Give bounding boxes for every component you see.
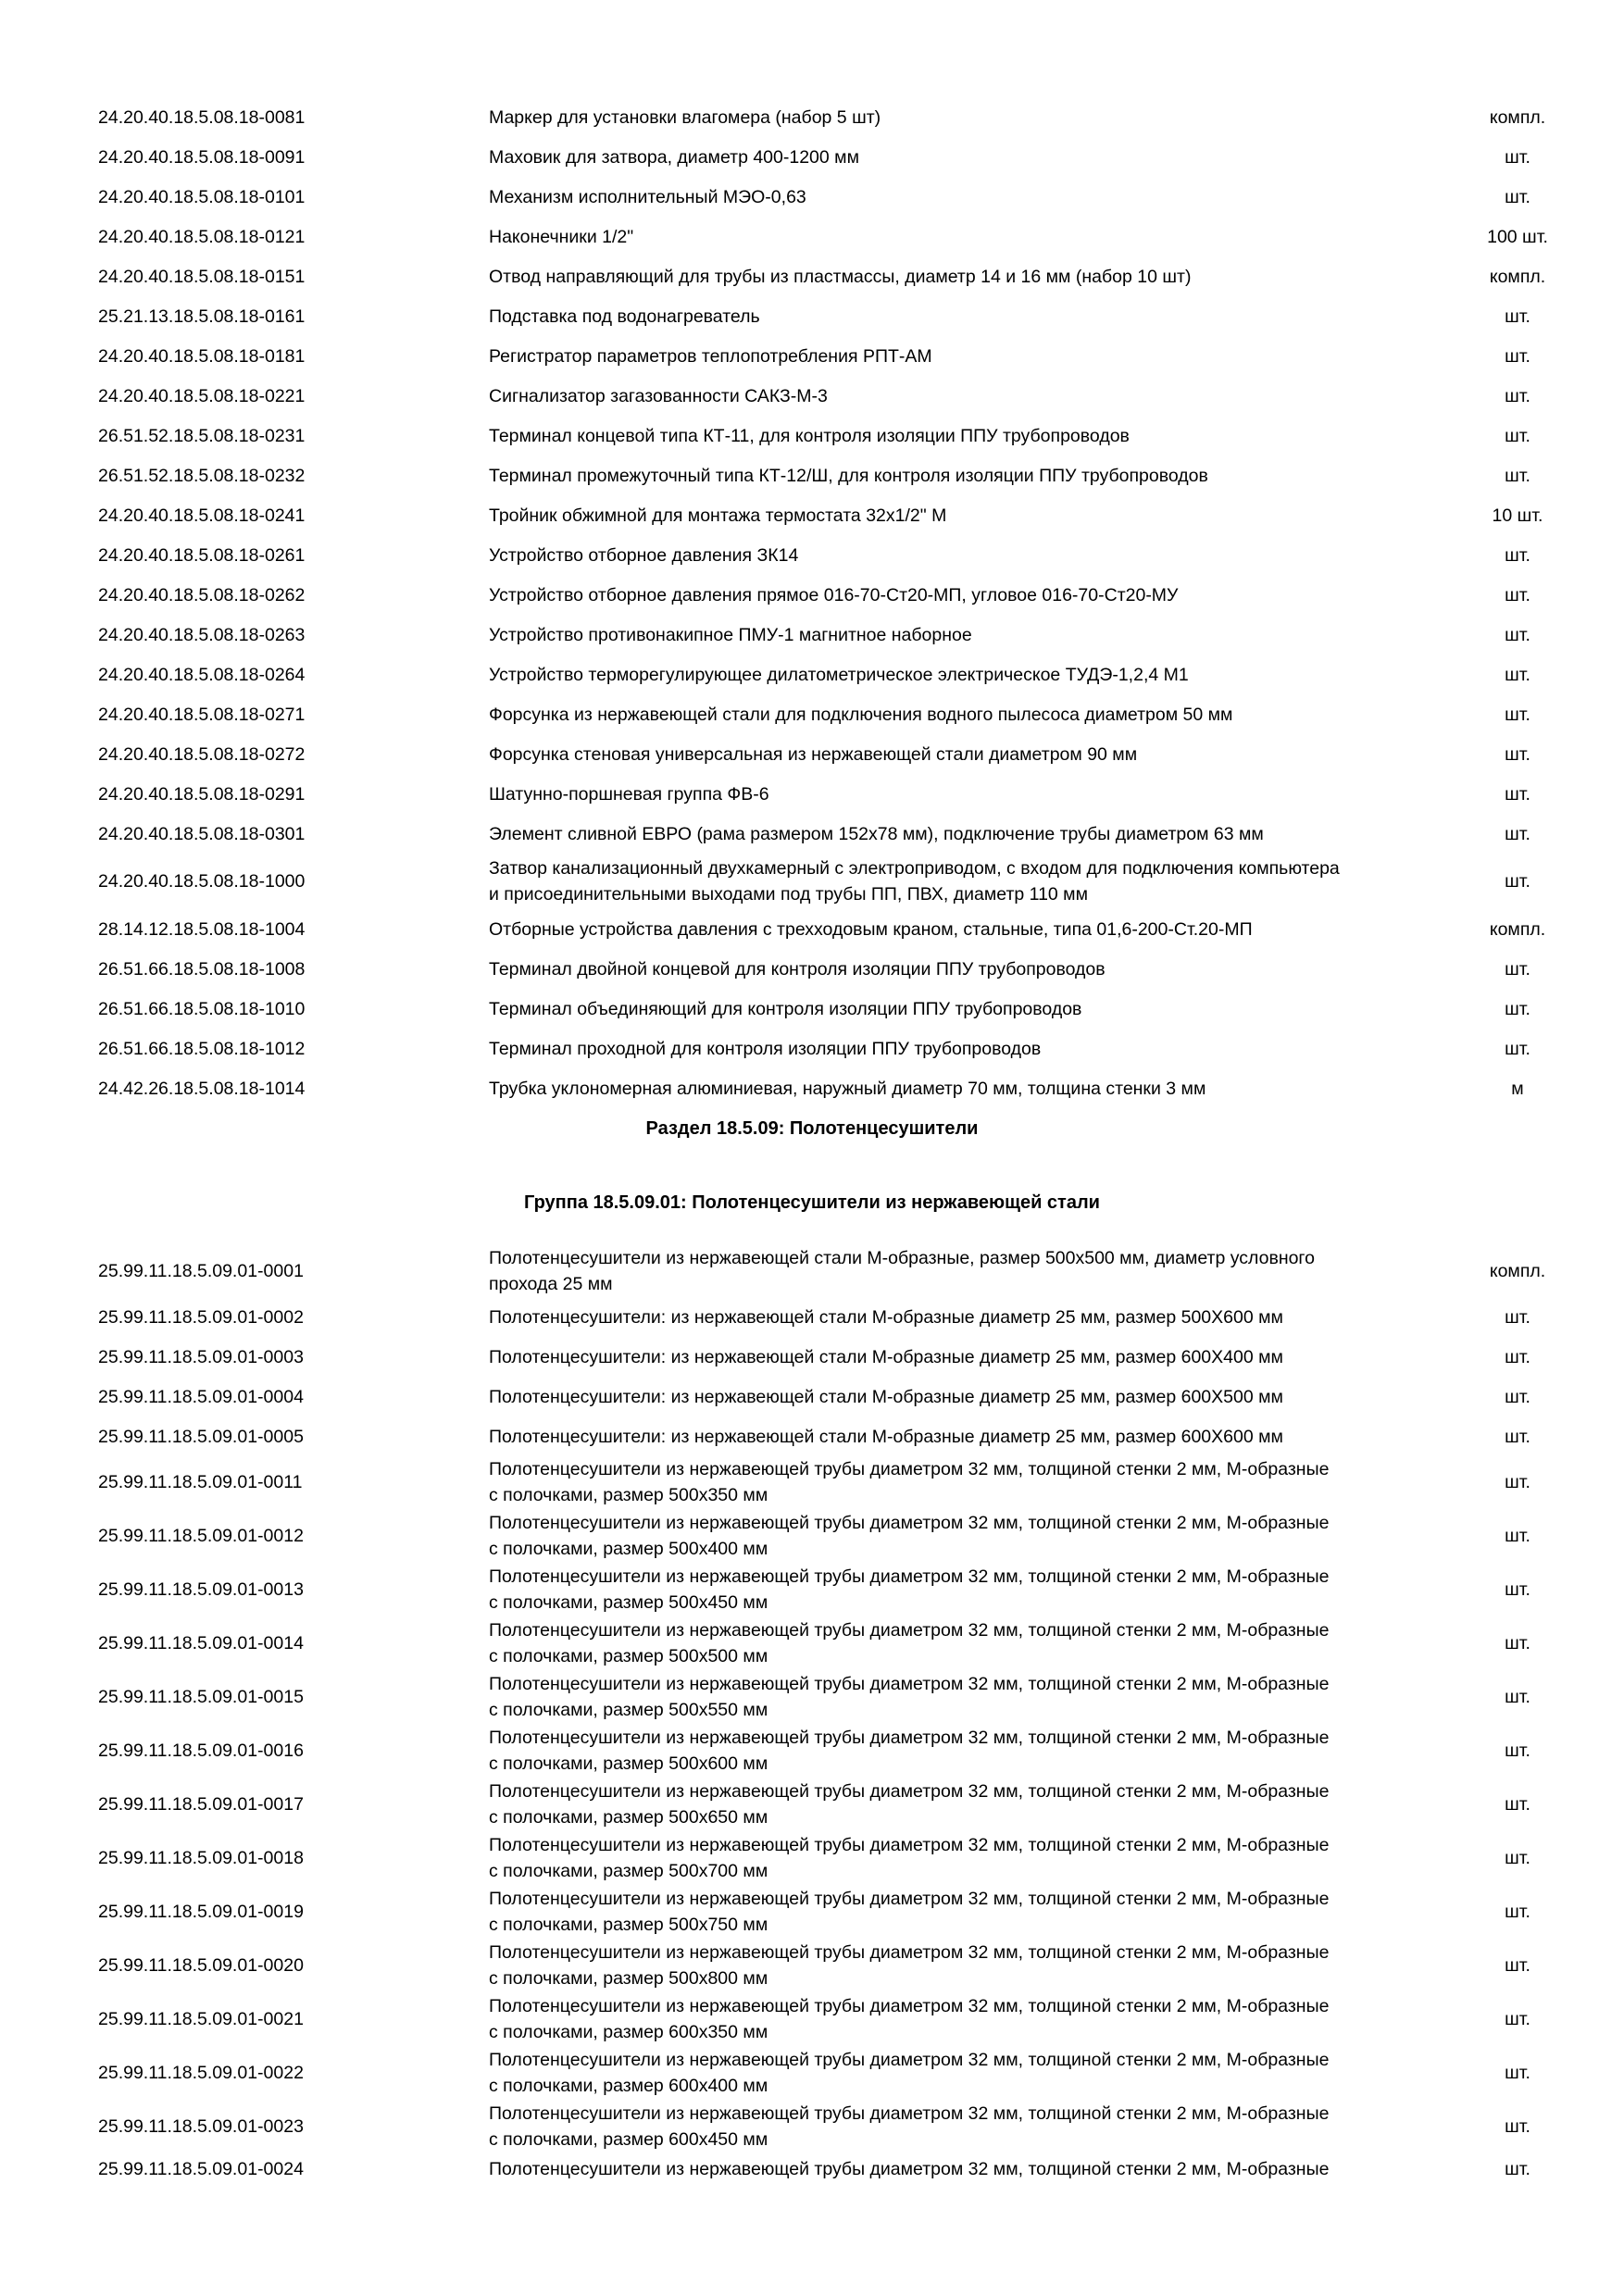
row-name-line: с полочками, размер 600х400 мм xyxy=(489,2076,768,2096)
row-code: 25.99.11.18.5.09.01-0013 xyxy=(98,1579,304,1600)
table-row xyxy=(0,1073,1624,1104)
row-unit: шт. xyxy=(1505,585,1530,605)
row-code: 25.99.11.18.5.09.01-0018 xyxy=(98,1848,304,1868)
row-name-line: Устройство отборное давления ЗК14 xyxy=(489,545,799,566)
row-name xyxy=(489,224,1452,250)
row-name-line: Форсунка стеновая универсальная из нержавеющей стали диаметром 90 мм xyxy=(489,744,1138,765)
row-name-line: Полотенцесушители из нержавеющей трубы диаметром 32 мм, толщиной стенки 2 мм, М-образные xyxy=(489,2159,1330,2179)
table-row xyxy=(0,102,1624,133)
table-row xyxy=(0,739,1624,770)
row-code: 24.20.40.18.5.08.18-0262 xyxy=(98,585,306,605)
row-name xyxy=(489,1832,1452,1884)
row-name-line: Полотенцесушители из нержавеющей трубы диаметром 32 мм, толщиной стенки 2 мм, М-образные xyxy=(489,1889,1330,1909)
table-row xyxy=(0,1993,1624,2045)
row-name-line: и присоединительными выходами под трубы ПП, ПВХ, диаметр 110 мм xyxy=(489,884,1088,905)
row-name xyxy=(489,622,1452,648)
row-code: 24.20.40.18.5.08.18-0264 xyxy=(98,665,306,685)
row-unit: шт. xyxy=(1505,999,1530,1019)
row-unit: шт. xyxy=(1505,625,1530,645)
row-name xyxy=(489,1424,1452,1450)
row-name-line: Полотенцесушители из нержавеющей стали М-образные, размер 500х500 мм, диаметр условного xyxy=(489,1248,1315,1268)
row-name xyxy=(489,742,1452,767)
row-code: 24.20.40.18.5.08.18-0101 xyxy=(98,187,306,207)
row-unit: шт. xyxy=(1505,2063,1530,2083)
row-name xyxy=(489,662,1452,688)
table-row xyxy=(0,619,1624,651)
row-name xyxy=(489,1778,1452,1830)
row-unit: шт. xyxy=(1505,346,1530,367)
table-row xyxy=(0,142,1624,173)
row-name-line: Подставка под водонагреватель xyxy=(489,306,760,327)
row-name xyxy=(489,1886,1452,1938)
row-name-line: Терминал концевой типа КТ-11, для контроля изоляции ППУ трубопроводов xyxy=(489,426,1130,446)
row-name-line: Полотенцесушители из нержавеющей трубы диаметром 32 мм, толщиной стенки 2 мм, М-образные xyxy=(489,1835,1330,1855)
table-row xyxy=(0,181,1624,213)
row-code: 25.99.11.18.5.09.01-0021 xyxy=(98,2009,304,2029)
table-row xyxy=(0,500,1624,531)
table-row xyxy=(0,1421,1624,1453)
table-row xyxy=(0,540,1624,571)
row-unit: компл. xyxy=(1489,107,1546,128)
row-code: 25.99.11.18.5.09.01-0002 xyxy=(98,1307,304,1328)
row-code: 26.51.66.18.5.08.18-1012 xyxy=(98,1039,306,1059)
row-name xyxy=(489,821,1452,847)
row-name-line: Полотенцесушители из нержавеющей трубы диаметром 32 мм, толщиной стенки 2 мм, М-образные xyxy=(489,1781,1330,1802)
row-code: 24.20.40.18.5.08.18-0221 xyxy=(98,386,306,406)
row-name xyxy=(489,144,1452,170)
table-row xyxy=(0,1302,1624,1333)
row-name xyxy=(489,1671,1452,1723)
table-row xyxy=(0,341,1624,372)
row-name-line: Терминал объединяющий для контроля изоляции ППУ трубопроводов xyxy=(489,999,1082,1019)
table-row xyxy=(0,381,1624,412)
row-name xyxy=(489,1344,1452,1370)
row-name-line: Полотенцесушители из нержавеющей трубы диаметром 32 мм, толщиной стенки 2 мм, М-образные xyxy=(489,1674,1330,1694)
row-name xyxy=(489,781,1452,807)
group-title: Группа 18.5.09.01: Полотенцесушители из нержавеющей стали xyxy=(524,1192,1100,1213)
row-unit: шт. xyxy=(1505,147,1530,168)
row-name-line: Полотенцесушители из нержавеющей трубы диаметром 32 мм, толщиной стенки 2 мм, М-образные xyxy=(489,1996,1330,2016)
row-unit: шт. xyxy=(1505,1848,1530,1868)
row-name-line: Регистратор параметров теплопотребления РПТ-АМ xyxy=(489,346,932,367)
row-name-line: с полочками, размер 500х650 мм xyxy=(489,1807,768,1828)
table-row xyxy=(0,1456,1624,1508)
row-unit: шт. xyxy=(1505,1472,1530,1492)
row-name-line: Устройство отборное давления прямое 016-70-Ст20-МП, угловое 016-70-Ст20-МУ xyxy=(489,585,1179,605)
row-unit: шт. xyxy=(1505,1526,1530,1546)
row-unit: шт. xyxy=(1505,2159,1530,2179)
row-unit: шт. xyxy=(1505,705,1530,725)
row-name xyxy=(489,702,1452,728)
table-row xyxy=(0,699,1624,730)
row-name xyxy=(489,1940,1452,1991)
row-code: 25.99.11.18.5.09.01-0011 xyxy=(98,1472,303,1492)
row-name-line: с полочками, размер 500х350 мм xyxy=(489,1485,768,1505)
row-unit: шт. xyxy=(1505,1387,1530,1407)
table-row xyxy=(0,993,1624,1025)
table-row xyxy=(0,261,1624,293)
row-name xyxy=(489,582,1452,608)
row-code: 25.99.11.18.5.09.01-0004 xyxy=(98,1387,304,1407)
row-unit: шт. xyxy=(1505,545,1530,566)
table-row xyxy=(0,420,1624,452)
table-row xyxy=(0,1245,1624,1297)
row-code: 26.51.52.18.5.08.18-0232 xyxy=(98,466,306,486)
row-code: 25.99.11.18.5.09.01-0020 xyxy=(98,1955,304,1976)
row-code: 24.20.40.18.5.08.18-0091 xyxy=(98,147,306,168)
row-name-line: с полочками, размер 500х750 мм xyxy=(489,1915,768,1935)
row-unit: компл. xyxy=(1489,1261,1546,1281)
row-name xyxy=(489,1036,1452,1062)
row-code: 24.20.40.18.5.08.18-0121 xyxy=(98,227,306,247)
row-unit: компл. xyxy=(1489,919,1546,940)
row-code: 26.51.66.18.5.08.18-1008 xyxy=(98,959,306,980)
row-name-line: Полотенцесушители: из нержавеющей стали М-образные диаметр 25 мм, размер 500Х600 мм xyxy=(489,1307,1283,1328)
row-code: 24.20.40.18.5.08.18-0301 xyxy=(98,824,306,844)
row-unit: шт. xyxy=(1505,306,1530,327)
row-code: 25.99.11.18.5.09.01-0005 xyxy=(98,1427,304,1447)
table-row xyxy=(0,1778,1624,1830)
row-unit: шт. xyxy=(1505,1687,1530,1707)
row-name-line: Терминал проходной для контроля изоляции ППУ трубопроводов xyxy=(489,1039,1042,1059)
row-name-line: с полочками, размер 600х450 мм xyxy=(489,2129,768,2150)
table-row xyxy=(0,1671,1624,1723)
row-name xyxy=(489,917,1452,942)
row-name-line: с полочками, размер 500х800 мм xyxy=(489,1968,768,1989)
row-name-line: Элемент сливной ЕВРО (рама размером 152х78 мм), подключение трубы диаметром 63 мм xyxy=(489,824,1264,844)
row-code: 24.20.40.18.5.08.18-0241 xyxy=(98,505,306,526)
row-code: 25.99.11.18.5.09.01-0014 xyxy=(98,1633,304,1653)
row-name-line: Полотенцесушители из нержавеющей трубы диаметром 32 мм, толщиной стенки 2 мм, М-образные xyxy=(489,1459,1330,1479)
row-code: 24.20.40.18.5.08.18-0291 xyxy=(98,784,306,805)
row-name xyxy=(489,2047,1452,2099)
row-code: 24.42.26.18.5.08.18-1014 xyxy=(98,1079,306,1099)
table-row xyxy=(0,2047,1624,2099)
row-unit: шт. xyxy=(1505,665,1530,685)
row-code: 25.99.11.18.5.09.01-0024 xyxy=(98,2159,304,2179)
row-name-line: Терминал промежуточный типа КТ-12/Ш, для контроля изоляции ППУ трубопроводов xyxy=(489,466,1208,486)
table-row xyxy=(0,1564,1624,1616)
row-name xyxy=(489,423,1452,449)
row-unit: шт. xyxy=(1505,2116,1530,2137)
row-name xyxy=(489,383,1452,409)
row-name xyxy=(489,2156,1452,2182)
row-name-line: Устройство противонакипное ПМУ-1 магнитное наборное xyxy=(489,625,972,645)
row-name-line: Тройник обжимной для монтажа термостата 32x1/2" M xyxy=(489,505,947,526)
row-unit: шт. xyxy=(1505,824,1530,844)
row-unit: шт. xyxy=(1505,386,1530,406)
row-name xyxy=(489,956,1452,982)
row-unit: шт. xyxy=(1505,1902,1530,1922)
row-code: 25.99.11.18.5.09.01-0001 xyxy=(98,1261,304,1281)
row-name xyxy=(489,855,1452,907)
row-name xyxy=(489,543,1452,568)
table-row xyxy=(0,1832,1624,1884)
row-unit: шт. xyxy=(1505,2009,1530,2029)
row-code: 24.20.40.18.5.08.18-0272 xyxy=(98,744,306,765)
row-code: 24.20.40.18.5.08.18-0181 xyxy=(98,346,306,367)
row-unit: 10 шт. xyxy=(1492,505,1543,526)
table-row xyxy=(0,1341,1624,1373)
row-name-line: Полотенцесушители из нержавеющей трубы диаметром 32 мм, толщиной стенки 2 мм, М-образные xyxy=(489,2050,1330,2070)
row-unit: шт. xyxy=(1505,426,1530,446)
row-code: 24.20.40.18.5.08.18-0261 xyxy=(98,545,306,566)
row-unit: шт. xyxy=(1505,784,1530,805)
row-name-line: Полотенцесушители из нержавеющей трубы диаметром 32 мм, толщиной стенки 2 мм, М-образные xyxy=(489,1728,1330,1748)
table-row xyxy=(0,1510,1624,1562)
row-name xyxy=(489,463,1452,489)
row-name-line: Механизм исполнительный МЭО-0,63 xyxy=(489,187,806,207)
section-title: Раздел 18.5.09: Полотенцесушители xyxy=(645,1118,979,1139)
row-name xyxy=(489,1510,1452,1562)
row-name-line: с полочками, размер 500х450 мм xyxy=(489,1592,768,1613)
row-unit: шт. xyxy=(1505,871,1530,892)
row-code: 25.99.11.18.5.09.01-0003 xyxy=(98,1347,304,1367)
table-row xyxy=(0,954,1624,985)
row-name xyxy=(489,503,1452,529)
row-unit: компл. xyxy=(1489,267,1546,287)
row-name xyxy=(489,1617,1452,1669)
row-code: 24.20.40.18.5.08.18-0263 xyxy=(98,625,306,645)
row-code: 25.99.11.18.5.09.01-0023 xyxy=(98,2116,304,2137)
row-unit: шт. xyxy=(1505,466,1530,486)
row-unit: шт. xyxy=(1505,187,1530,207)
row-name-line: Полотенцесушители: из нержавеющей стали М-образные диаметр 25 мм, размер 600Х500 мм xyxy=(489,1387,1283,1407)
row-name xyxy=(489,2101,1452,2152)
row-name xyxy=(489,1304,1452,1330)
table-row xyxy=(0,1886,1624,1938)
row-name-line: с полочками, размер 500х700 мм xyxy=(489,1861,768,1881)
table-row xyxy=(0,580,1624,611)
row-code: 28.14.12.18.5.08.18-1004 xyxy=(98,919,306,940)
row-unit: 100 шт. xyxy=(1487,227,1548,247)
row-code: 25.99.11.18.5.09.01-0016 xyxy=(98,1741,304,1761)
table-row xyxy=(0,818,1624,850)
row-name xyxy=(489,1564,1452,1616)
row-name-line: с полочками, размер 500х600 мм xyxy=(489,1753,768,1774)
row-name xyxy=(489,343,1452,369)
table-row xyxy=(0,914,1624,945)
row-name xyxy=(489,996,1452,1022)
table-row xyxy=(0,1725,1624,1777)
table-row xyxy=(0,301,1624,332)
row-name-line: Сигнализатор загазованности САКЗ-М-3 xyxy=(489,386,828,406)
row-unit: шт. xyxy=(1505,959,1530,980)
table-row xyxy=(0,221,1624,253)
row-name-line: Наконечники 1/2" xyxy=(489,227,634,247)
row-name-line: Полотенцесушители из нержавеющей трубы диаметром 32 мм, толщиной стенки 2 мм, М-образные xyxy=(489,1566,1330,1587)
row-code: 25.21.13.18.5.08.18-0161 xyxy=(98,306,306,327)
row-unit: шт. xyxy=(1505,1307,1530,1328)
table-row xyxy=(0,2101,1624,2152)
row-name xyxy=(489,1456,1452,1508)
table-row xyxy=(0,2153,1624,2185)
row-name-line: Полотенцесушители: из нержавеющей стали М-образные диаметр 25 мм, размер 600Х400 мм xyxy=(489,1347,1283,1367)
row-unit: шт. xyxy=(1505,1347,1530,1367)
row-name-line: Устройство терморегулирующее дилатометрическое электрическое ТУДЭ-1,2,4 М1 xyxy=(489,665,1189,685)
row-name xyxy=(489,1384,1452,1410)
row-unit: шт. xyxy=(1505,744,1530,765)
row-unit: шт. xyxy=(1505,1427,1530,1447)
row-name-line: с полочками, размер 500х500 мм xyxy=(489,1646,768,1666)
table-row xyxy=(0,1617,1624,1669)
row-name-line: Терминал двойной концевой для контроля изоляции ППУ трубопроводов xyxy=(489,959,1106,980)
row-code: 24.20.40.18.5.08.18-1000 xyxy=(98,871,306,892)
row-code: 25.99.11.18.5.09.01-0012 xyxy=(98,1526,304,1546)
row-name xyxy=(489,264,1452,290)
row-code: 25.99.11.18.5.09.01-0019 xyxy=(98,1902,304,1922)
row-code: 25.99.11.18.5.09.01-0022 xyxy=(98,2063,304,2083)
row-name xyxy=(489,1725,1452,1777)
row-name-line: Полотенцесушители из нержавеющей трубы диаметром 32 мм, толщиной стенки 2 мм, М-образные xyxy=(489,2103,1330,2124)
row-name xyxy=(489,1245,1452,1297)
row-name-line: Затвор канализационный двухкамерный с электроприводом, с входом для подключения компьютера xyxy=(489,858,1340,879)
table-row xyxy=(0,1381,1624,1413)
row-name-line: с полочками, размер 500х550 мм xyxy=(489,1700,768,1720)
table-row xyxy=(0,855,1624,907)
row-name-line: Маховик для затвора, диаметр 400-1200 мм xyxy=(489,147,859,168)
row-name xyxy=(489,184,1452,210)
row-name-line: прохода 25 мм xyxy=(489,1274,613,1294)
row-name-line: Трубка уклономерная алюминиевая, наружный диаметр 70 мм, толщина стенки 3 мм xyxy=(489,1079,1206,1099)
row-name-line: Полотенцесушители из нержавеющей трубы диаметром 32 мм, толщиной стенки 2 мм, М-образные xyxy=(489,1620,1330,1641)
row-name-line: Маркер для установки влагомера (набор 5 шт) xyxy=(489,107,881,128)
row-unit: шт. xyxy=(1505,1794,1530,1815)
row-unit: шт. xyxy=(1505,1741,1530,1761)
row-code: 24.20.40.18.5.08.18-0081 xyxy=(98,107,306,128)
table-row xyxy=(0,1940,1624,1991)
row-name-line: Полотенцесушители из нержавеющей трубы диаметром 32 мм, толщиной стенки 2 мм, М-образные xyxy=(489,1942,1330,1963)
table-row xyxy=(0,460,1624,492)
row-name xyxy=(489,105,1452,131)
row-unit: шт. xyxy=(1505,1633,1530,1653)
row-code: 24.20.40.18.5.08.18-0151 xyxy=(98,267,306,287)
row-name-line: Отвод направляющий для трубы из пластмассы, диаметр 14 и 16 мм (набор 10 шт) xyxy=(489,267,1192,287)
row-unit: шт. xyxy=(1505,1579,1530,1600)
row-name xyxy=(489,304,1452,330)
row-code: 26.51.66.18.5.08.18-1010 xyxy=(98,999,306,1019)
row-name-line: с полочками, размер 500х400 мм xyxy=(489,1539,768,1559)
row-code: 24.20.40.18.5.08.18-0271 xyxy=(98,705,306,725)
row-name-line: Форсунка из нержавеющей стали для подключения водного пылесоса диаметром 50 мм xyxy=(489,705,1233,725)
row-name xyxy=(489,1993,1452,2045)
row-name-line: Полотенцесушители из нержавеющей трубы диаметром 32 мм, толщиной стенки 2 мм, М-образные xyxy=(489,1513,1330,1533)
row-name-line: Полотенцесушители: из нержавеющей стали М-образные диаметр 25 мм, размер 600Х600 мм xyxy=(489,1427,1283,1447)
row-name-line: с полочками, размер 600х350 мм xyxy=(489,2022,768,2042)
row-unit: шт. xyxy=(1505,1955,1530,1976)
row-unit: шт. xyxy=(1505,1039,1530,1059)
row-name-line: Шатунно-поршневая группа ФВ-6 xyxy=(489,784,769,805)
table-row xyxy=(0,779,1624,810)
row-code: 25.99.11.18.5.09.01-0015 xyxy=(98,1687,304,1707)
row-name-line: Отборные устройства давления с трехходовым краном, стальные, типа 01,6-200-Ст.20-МП xyxy=(489,919,1253,940)
table-row xyxy=(0,1033,1624,1065)
row-code: 25.99.11.18.5.09.01-0017 xyxy=(98,1794,304,1815)
table-row xyxy=(0,659,1624,691)
row-unit: м xyxy=(1511,1079,1524,1099)
row-name xyxy=(489,1076,1452,1102)
row-code: 26.51.52.18.5.08.18-0231 xyxy=(98,426,306,446)
